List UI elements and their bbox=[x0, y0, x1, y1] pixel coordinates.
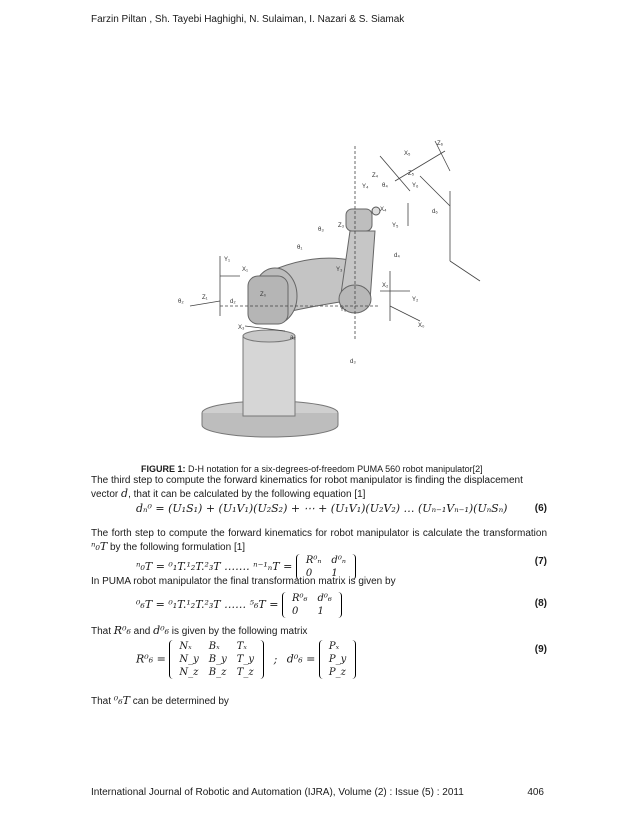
label-x4: X₄ bbox=[380, 207, 387, 213]
caption-label: FIGURE 1: bbox=[141, 464, 186, 474]
label-x1: X₁ bbox=[242, 267, 249, 273]
robot-wrist bbox=[346, 209, 372, 231]
robot-base-rim bbox=[202, 413, 338, 437]
equation-8: ⁰₆T = ⁰₁T.¹₂T.²₃T …… ⁵₆T = R⁰₆ d⁰₆ 0 1 bbox=[136, 592, 342, 618]
label-th2: θ₂ bbox=[178, 299, 184, 305]
label-y5: Y₅ bbox=[392, 223, 399, 229]
puma-dh-figure bbox=[150, 131, 510, 456]
label-d2: d₂ bbox=[230, 299, 236, 305]
label-x3: X₃ bbox=[238, 325, 245, 331]
label-z6: Z₆ bbox=[437, 141, 444, 147]
caption-text: D-H notation for a six-degrees-of-freedom PUMA 560 robot manipulator[2] bbox=[185, 464, 483, 474]
journal-footer: International Journal of Robotic and Automation (IJRA), Volume (2) : Issue (5) : 2011 bbox=[91, 787, 464, 798]
label-y3: Y₃ bbox=[336, 267, 343, 273]
paragraph-displacement: The third step to compute the forward kinematics for robot manipulator is finding the displacement vector d, that it can be calculated by the following equation [1] bbox=[91, 475, 523, 500]
equation-7-matrix: R⁰ₙ d⁰ₙ 0 1 bbox=[296, 554, 356, 580]
equation-9: R⁰₆ = Nₓ Bₓ Tₓ N_y B_y T_y N_z B_z T_z ; d⁰₆ = Pₓ P_y P_z bbox=[136, 640, 356, 679]
label-th3: θ₃ bbox=[318, 227, 324, 233]
paragraph-determined-by: That ⁰₆T can be determined by bbox=[91, 694, 229, 707]
position-vector: Pₓ P_y P_z bbox=[319, 640, 356, 679]
label-x2: X₂ bbox=[382, 283, 389, 289]
rotation-matrix: Nₓ Bₓ Tₓ N_y B_y T_y N_z B_z T_z bbox=[169, 640, 264, 679]
label-d4: d₄ bbox=[394, 253, 400, 259]
equation-7-number: (7) bbox=[534, 556, 547, 567]
label-y6: Y₆ bbox=[340, 307, 347, 313]
robot-column bbox=[243, 336, 295, 416]
label-th1: θ₁ bbox=[297, 245, 303, 251]
label-y6b: Y₆ bbox=[412, 183, 419, 189]
paragraph-given-by: That R⁰₆ and d⁰₆ is given by the following matrix bbox=[91, 624, 308, 637]
label-th4: θ₄ bbox=[382, 183, 388, 189]
label-y2: Y₂ bbox=[412, 297, 419, 303]
equation-8-matrix: R⁰₆ d⁰₆ 0 1 bbox=[282, 592, 342, 618]
equation-7: ⁿ₀T = ⁰₁T.¹₂T.²₃T ……. ⁿ⁻¹ₙT = R⁰ₙ d⁰ₙ 0 1 bbox=[136, 554, 356, 580]
paragraph-transformation: The forth step to compute the forward kinematics for robot manipulator is calculate the transformation ⁿ₀T by the following formulation [1] bbox=[91, 528, 547, 553]
label-z3: Z₃ bbox=[338, 223, 345, 229]
paragraph-final-matrix: In PUMA robot manipulator the final transformation matrix is given by bbox=[91, 576, 396, 587]
label-z1: Z₁ bbox=[202, 295, 208, 301]
label-z5: Z₅ bbox=[408, 171, 415, 177]
label-z4: Z₄ bbox=[372, 173, 379, 179]
equation-6: dₙ⁰ = (U₁S₁) + (U₁V₁)(U₂S₂) + ⋯ + (U₁V₁)(U₂V₂) … (Uₙ₋₁Vₙ₋₁)(UₙSₙ) bbox=[136, 502, 508, 515]
running-header: Farzin Piltan , Sh. Tayebi Haghighi, N. Sulaiman, I. Nazari & S. Siamak bbox=[91, 14, 405, 25]
label-x5: X₅ bbox=[404, 151, 411, 157]
label-y4: Y₄ bbox=[362, 184, 369, 190]
equation-6-number: (6) bbox=[534, 503, 547, 514]
page-number: 406 bbox=[527, 787, 544, 798]
equation-9-number: (9) bbox=[534, 644, 547, 655]
label-y1: Y₁ bbox=[224, 257, 231, 263]
label-x0: X₀ bbox=[418, 323, 425, 329]
figure-caption bbox=[141, 464, 483, 474]
equation-8-number: (8) bbox=[534, 598, 547, 609]
label-z0: Z₀ bbox=[260, 292, 267, 298]
label-a2: a₂ bbox=[290, 335, 296, 341]
label-d3: d₃ bbox=[350, 359, 356, 365]
label-d6: d₆ bbox=[432, 209, 438, 215]
